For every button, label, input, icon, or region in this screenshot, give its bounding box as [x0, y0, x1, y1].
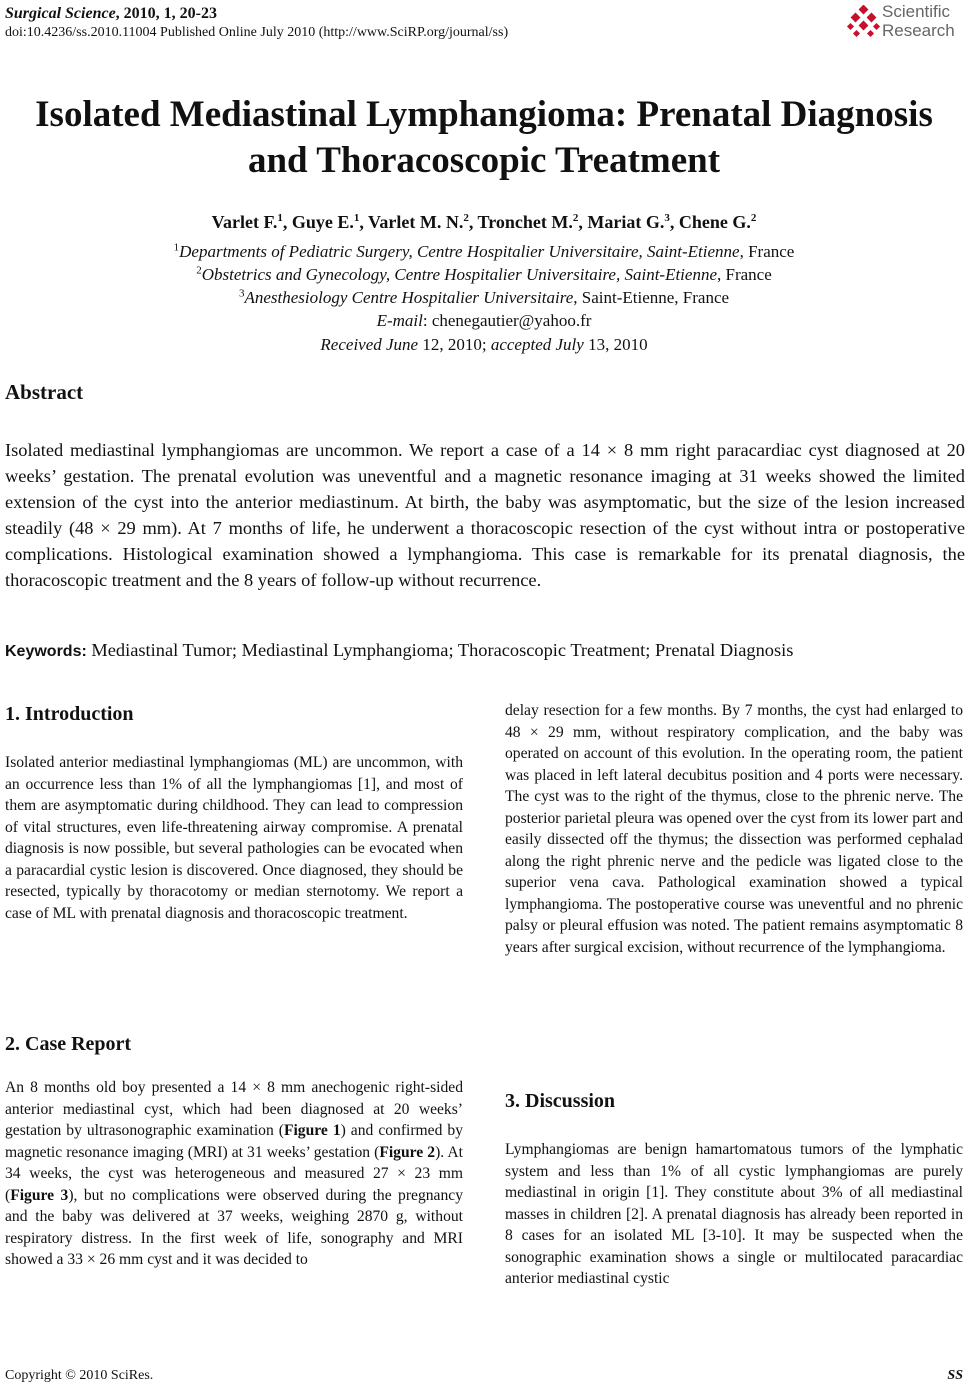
affiliation-2: $^2$Obstetrics and Gynecology, Centre Hospitalier Universitaire, Saint-Etienne, France — [196, 264, 772, 284]
publisher-logo — [846, 2, 962, 44]
paper-title: Isolated Mediastinal Lymphangioma: Prenatal Diagnosis and Thoracoscopic Treatment — [35, 94, 933, 181]
discussion-text: Lymphangiomas are benign hamartomatous tumors of the lymphatic system and less than 1% of all cystic lymphangiomas are purely mediastinal in origin [1]. They constitute about 3% of all mediastinal masses in children [2]. A prenatal diagnosis has already been reported in 8 cases for an isolated ML [3-10]. It may be suspected when the sonographic examination shows a single or multilocated paracardiac anterior mediastinal cystic — [505, 1141, 963, 1287]
journal-citation: Surgical Science, 2010, 1, 20-23 — [5, 5, 217, 22]
author-list: Varlet F.$^1$, Guye E.$^1$, Varlet M. N.$^2$, Tronchet M.$^2$, Mariat G.$^3$, Chene G.$^2$ — [211, 212, 757, 232]
doi-line: doi:10.4236/ss.2010.11004 Published Online July 2010 (http://www.SciRP.org/journal/ss) — [5, 25, 509, 40]
scirp-logo-icon — [846, 5, 882, 41]
section-heading-case-report: 2. Case Report — [5, 1033, 132, 1055]
keywords-line: Keywords: Mediastinal Tumor; Mediastinal Lymphangioma; Thoracoscopic Treatment; Prenatal Diagnosis — [5, 640, 794, 660]
logo-text: Scientific Research — [882, 2, 955, 40]
case-report-text: An 8 months old boy presented a 14 × 8 mm anechogenic right-sided anterior mediastinal cyst, which had been diagnosed at 20 weeks’ gestation by ultrasonographic examination (Figure 1) and confirmed by magnetic resonance imaging (MRI) at 31 weeks’ gestation (Figure 2). At 34 weeks, the cyst was heterogeneous and measured 27 × 23 mm (Figure 3), but no complications were observed during the pregnancy and the baby was delivered at 37 weeks, weighing 2870 g, without respiratory distress. In the first week of life, sonography and MRI showed a 33 × 26 mm cyst and it was decided to — [5, 1079, 463, 1268]
section-heading-introduction: 1. Introduction — [5, 703, 134, 725]
case-report-continued-text: delay resection for a few months. By 7 months, the cyst had enlarged to 48 × 29 mm, without respiratory complication, and the baby was operated on account of this evolution. In the operating room, the patient was placed in left lateral decubitus position and 4 ports were necessary. The cyst was to the right of the thymus, close to the phrenic nerve. The posterior parietal pleura was opened over the cyst from its lower part and easily dissected off the thymus; the dissection was performed cephalad along the right phrenic nerve and the pedicle was ligated close to the superior vena cava. Pathological examination showed a typical lymphangioma. The postoperative course was uneventful and no phrenic palsy or pleural effusion was noted. The patient remains asymptomatic 8 years after surgical excision, without recurrence of the lymphangioma. — [505, 702, 963, 956]
abstract-heading: Abstract — [5, 380, 84, 404]
introduction-text: Isolated anterior mediastinal lymphangiomas (ML) are uncommon, with an occurrence less than 1% of all the lymphangiomas [1], and most of them are asymptomatic during childhood. They can lead to compression of vital structures, even life-threatening airway compromise. A prenatal diagnosis is now possible, but several pathologies can be evocated when a paracardial cystic lesion is discovered. Once diagnosed, they should be resected, typically by thoracotomy or median sternotomy. We report a case of ML with prenatal diagnosis and thoracoscopic treatment. — [5, 754, 463, 922]
copyright-footer: Copyright © 2010 SciRes. — [5, 1368, 154, 1383]
received-line: Received June 12, 2010; accepted July 13, 2010 — [320, 335, 648, 354]
email-line: E-mail: chenegautier@yahoo.fr — [376, 311, 592, 330]
section-heading-discussion: 3. Discussion — [505, 1090, 616, 1112]
journal-abbrev-footer: SS — [947, 1368, 963, 1383]
abstract-text: Isolated mediastinal lymphangiomas are uncommon. We report a case of a 14 × 8 mm right paracardiac cyst diagnosed at 20 weeks’ gestation. The prenatal evolution was uneventful and a magnetic resonance imaging at 31 weeks showed the limited extension of the cyst into the anterior mediastinum. At birth, the baby was asymptomatic, but the size of the lesion increased steadily (48 × 29 mm). At 7 months of life, he underwent a thoracoscopic resection of the cyst without intra or postoperative complications. Histological examination showed a lymphangioma. This case is remarkable for its prenatal diagnosis, the thoracoscopic treatment and the 8 years of follow-up without recurrence. — [5, 440, 965, 590]
affiliation-3: $^3$Anesthesiology Centre Hospitalier Universitaire, Saint-Etienne, France — [238, 287, 730, 307]
affiliation-1: $^1$Departments of Pediatric Surgery, Centre Hospitalier Universitaire, Saint-Etienne, France — [173, 241, 795, 261]
